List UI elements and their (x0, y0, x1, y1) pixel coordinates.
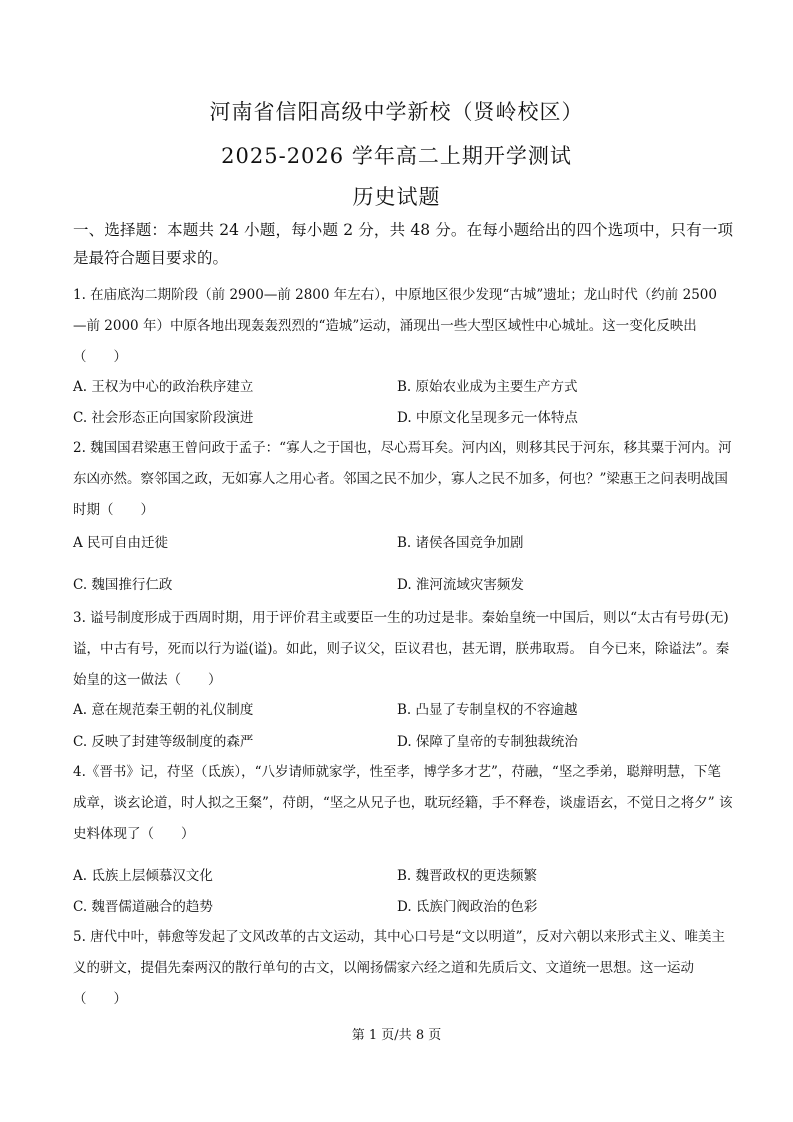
q2-option-a: A 民可自由迁徙 (73, 535, 169, 551)
q3-option-b: B. 凸显了专制皇权的不容逾越 (397, 702, 578, 718)
q4-option-a: A. 氐族上层倾慕汉文化 (73, 868, 213, 884)
q1-option-b: B. 原始农业成为主要生产方式 (397, 379, 578, 395)
q3-option-d: D. 保障了皇帝的专制独裁统治 (397, 734, 578, 750)
question-1-stem: 1. 在庙底沟二期阶段（前 2900—前 2800 年左右），中原地区很少发现“古城”遗址；龙山时代（约前 2500 —前 2000 年）中原各地出现轰轰烈烈的“造城”运动，涌现出一些大型区域性中心城址。这一变化反映出（ ） (73, 287, 717, 365)
subject-title: 历史试题 (352, 185, 441, 209)
page-number: 第 1 页/共 8 页 (351, 1028, 442, 1043)
q2-option-b: B. 诸侯各国竞争加剧 (397, 535, 524, 551)
q2-option-d: D. 淮河流域灾害频发 (397, 577, 524, 593)
exam-title: 2025-2026 学年高二上期开学测试 (221, 144, 572, 168)
q4-option-d: D. 氐族门阀政治的色彩 (397, 899, 538, 915)
question-4-stem: 4.《晋书》记，苻坚（氐族），“八岁请师就家学，性至孝，博学多才艺”，苻融，“坚之季弟，聪辩明慧，下笔成章，谈玄论道，时人拟之王粲”，苻朗，“坚之从兄子也，耽玩经籍，手不释卷，谈虚语玄，不觉日之将夕” 该史料体现了（ ） (73, 764, 733, 842)
q4-option-b: B. 魏晋政权的更迭频繁 (397, 868, 538, 884)
school-title: 河南省信阳高级中学新校（贤岭校区） (209, 100, 584, 124)
q3-option-c: C. 反映了封建等级制度的森严 (73, 734, 254, 750)
q4-option-c: C. 魏晋儒道融合的趋势 (73, 899, 213, 915)
q2-option-c: C. 魏国推行仁政 (73, 577, 173, 593)
q1-option-c: C. 社会形态正向国家阶段演进 (73, 410, 254, 426)
q1-option-a: A. 王权为中心的政治秩序建立 (73, 379, 254, 395)
question-3-stem: 3. 谥号制度形成于西周时期，用于评价君主或要臣一生的功过是非。秦始皇统一中国后，则以“太古有号毋(无)谥，中古有号，死而以行为谥(谥)。如此，则子议父，臣议君也，甚无谓，朕弗取焉。 自今已来，除谥法”。秦始皇的这一做法（ ） (73, 610, 730, 688)
section-instructions: 一、选择题：本题共 24 小题，每小题 2 分，共 48 分。在每小题给出的四个选项中，只有一项是最符合题目要求的。 (73, 221, 733, 267)
q3-option-a: A. 意在规范秦王朝的礼仪制度 (73, 702, 254, 718)
question-5-stem: 5. 唐代中叶，韩愈等发起了文风改革的古文运动，其中心口号是“文以明道”，反对六朝以来形式主义、唯美主义的骈文，提倡先秦两汉的散行单句的古文，以阐扬儒家六经之道和先质后文、文道统一思想。这一运动（ ） (73, 929, 725, 1007)
q1-option-d: D. 中原文化呈现多元一体特点 (397, 410, 578, 426)
question-2-stem: 2. 魏国国君梁惠王曾问政于孟子：“寡人之于国也，尽心焉耳矣。河内凶，则移其民于河东，移其粟于河内。河东凶亦然。察邻国之政，无如寡人之用心者。邻国之民不加少，寡人之民不加多，何也？”梁惠王之问表明战国时期（ ） (73, 440, 732, 518)
